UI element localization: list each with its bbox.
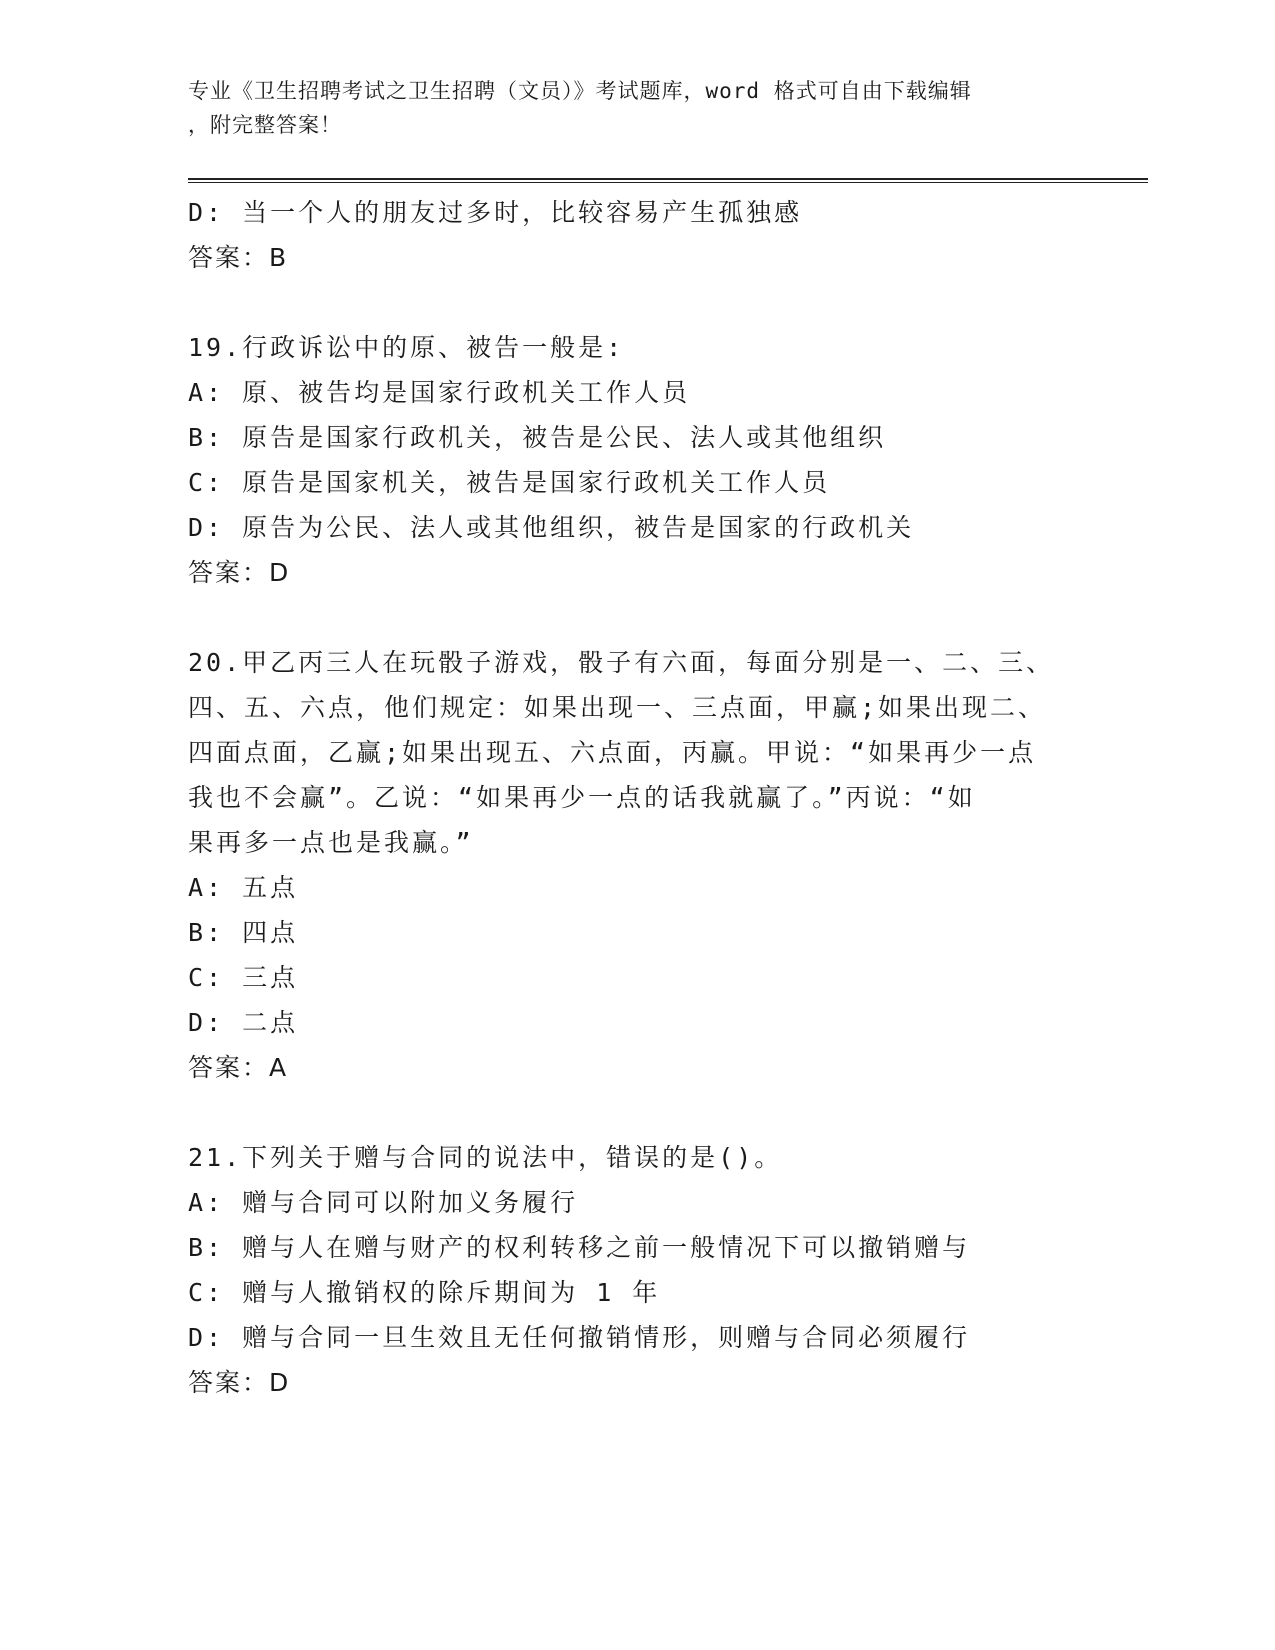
question-21 (188, 1135, 1068, 1405)
document-header (188, 74, 1068, 142)
option-c: C: 赠与人撤销权的除斥期间为 1 年 (188, 1278, 661, 1307)
header-title-line-1: 专业《卫生招聘考试之卫生招聘（文员）》考试题库，word 格式可自由下载编辑 (188, 79, 972, 103)
header-divider (188, 178, 1148, 183)
question-stem: 21.下列关于赠与合同的说法中，错误的是()。 (188, 1143, 783, 1172)
question-19 (188, 325, 1068, 595)
question-stem: 19.行政诉讼中的原、被告一般是: (188, 333, 625, 362)
option-c: C: 三点 (188, 963, 299, 992)
question-stem-line: 四面点面，乙赢;如果出现五、六点面，丙赢。甲说：“如果再少一点 (188, 738, 1037, 767)
question-stem-line: 我也不会赢”。乙说：“如果再少一点的话我就赢了。”丙说：“如 (188, 783, 976, 812)
option-a: A: 原、被告均是国家行政机关工作人员 (188, 378, 691, 407)
option-b: B: 赠与人在赠与财产的权利转移之前一般情况下可以撤销赠与 (188, 1233, 971, 1262)
spacer (188, 595, 1068, 640)
option-a: A: 赠与合同可以附加义务履行 (188, 1188, 579, 1217)
option-a: A: 五点 (188, 873, 299, 902)
question-20 (188, 640, 1068, 1090)
question-list (188, 190, 1068, 1405)
spacer (188, 280, 1068, 325)
answer-line: 答案：A (188, 1053, 289, 1082)
option-b: B: 原告是国家行政机关，被告是公民、法人或其他组织 (188, 423, 887, 452)
option-b: B: 四点 (188, 918, 299, 947)
answer-line: 答案：D (188, 558, 291, 587)
option-d: D: 赠与合同一旦生效且无任何撤销情形，则赠与合同必须履行 (188, 1323, 971, 1352)
option-c: C: 原告是国家机关，被告是国家行政机关工作人员 (188, 468, 831, 497)
header-title-line-2: ，附完整答案！ (188, 113, 342, 137)
answer-line: 答案：B (188, 243, 289, 272)
spacer (188, 1090, 1068, 1135)
answer-line: 答案：D (188, 1368, 291, 1397)
option-d: D: 原告为公民、法人或其他组织，被告是国家的行政机关 (188, 513, 915, 542)
question-18-tail (188, 190, 1068, 280)
question-stem-line: 果再多一点也是我赢。” (188, 828, 474, 857)
option-d: D: 当一个人的朋友过多时，比较容易产生孤独感 (188, 198, 803, 227)
question-stem-line: 四、五、六点，他们规定：如果出现一、三点面，甲赢;如果出现二、 (188, 693, 1047, 722)
question-stem-line: 20.甲乙丙三人在玩骰子游戏，骰子有六面，每面分别是一、二、三、 (188, 648, 1055, 677)
option-d: D: 二点 (188, 1008, 299, 1037)
